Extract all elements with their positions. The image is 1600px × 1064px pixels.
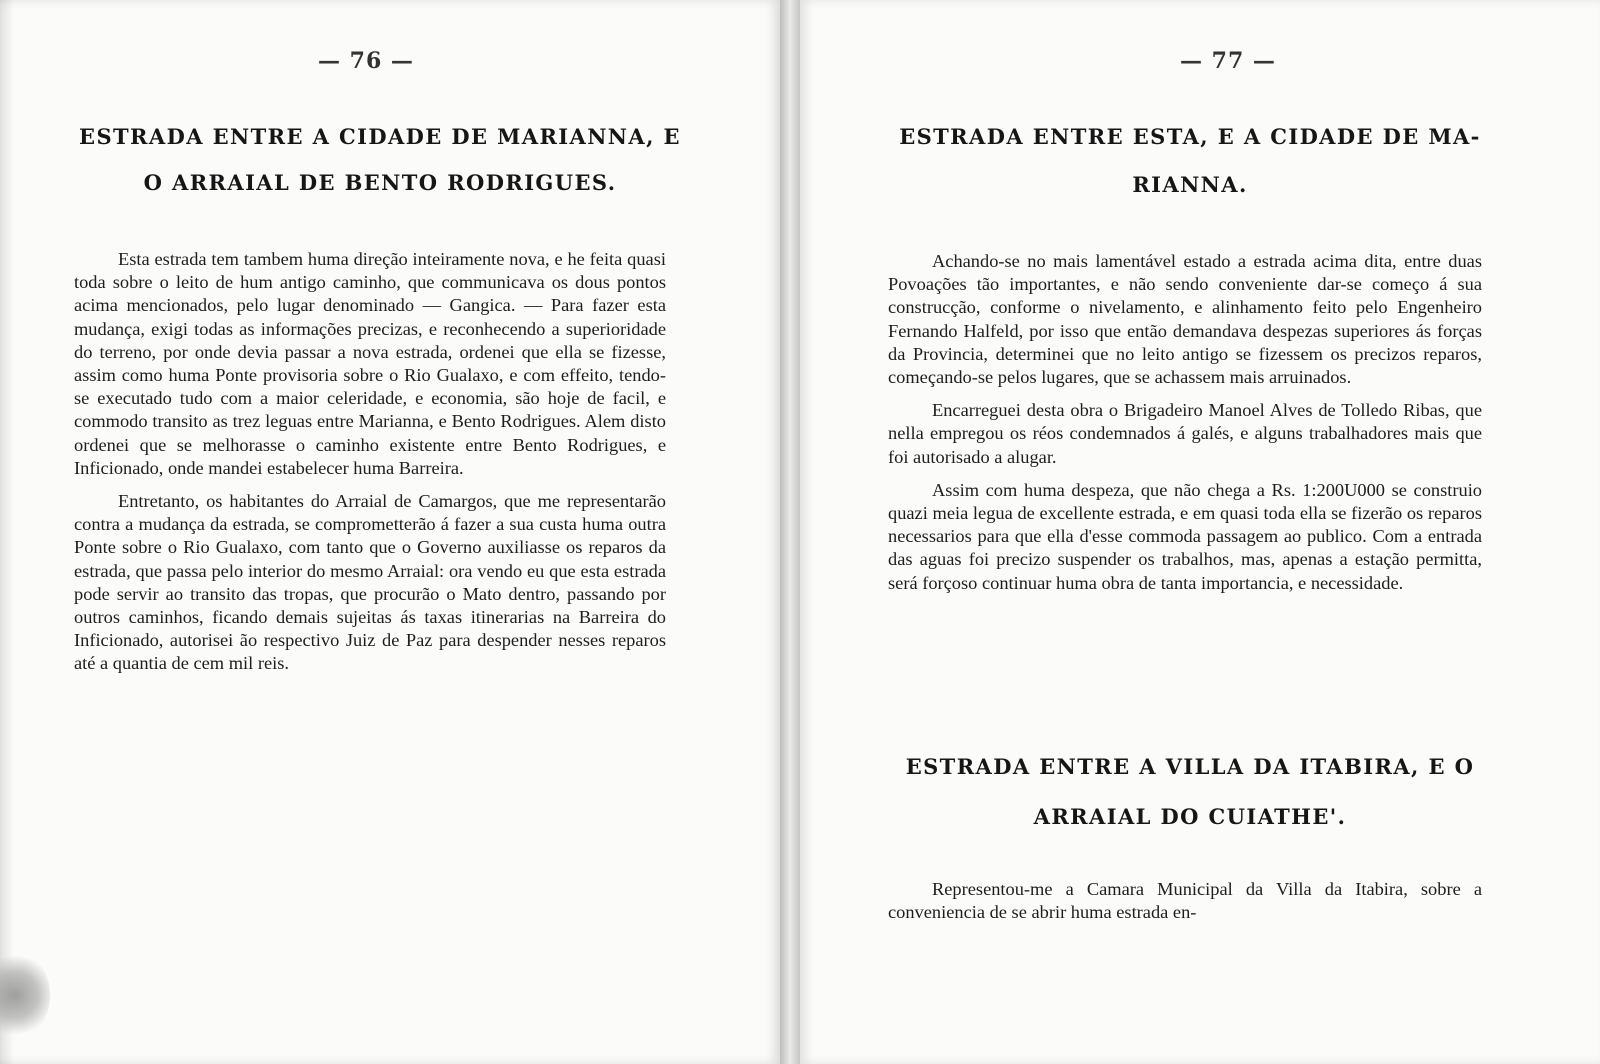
- right-paragraph-4: Representou-me a Camara Municipal da Villa da Itabira, sobre a conveniencia de se abrir huma estrada en-: [888, 879, 1482, 923]
- paper-stain: [0, 950, 50, 1040]
- left-heading-line1: ESTRADA ENTRE A CIDADE DE MARIANNA, E: [79, 124, 681, 149]
- right-heading2-line2: ARRAIAL DO CUIATHE'.: [1033, 804, 1347, 829]
- right-paragraph-1: Achando-se no mais lamentável estado a estrada acima dita, entre duas Povoações tão importantes, e não sendo conveniente dar-se começo á sua construcção, conforme o nivelamento, e alinhamento feito pelo Engenheiro Fernando Halfeld, por isso que então demandava despezas superiores ás forças da Provincia, determinei que no leito antigo se fizessem os precizos reparos, começando-se pelos lugares, que se achassem mais arruinados.: [888, 251, 1482, 388]
- right-paragraph-2: Encarreguei desta obra o Brigadeiro Manoel Alves de Tolledo Ribas, que nella empregou os réos condemnados á galés, e alguns trabalhadores mais que foi autorisado a alugar.: [888, 400, 1482, 467]
- right-body-1: [888, 250, 1482, 605]
- right-heading1-line1: ESTRADA ENTRE ESTA, E A CIDADE DE MA-: [899, 124, 1481, 149]
- left-paragraph-1: Esta estrada tem tambem huma direção inteiramente nova, e he feita quasi toda sobre o leito de hum antigo caminho, que communicava os dous pontos acima mencionados, pelo lugar denominado — Gangica. — Para fazer esta mudança, exigi todas as informações precizas, e reconhecendo a superioridade do terreno, por onde devia passar a nova estrada, ordenei que ella se fizesse, assim como huma Ponte provisoria sobre o Rio Gualaxo, e com effeito, tendo-se executado tudo com a maior celeridade, e economia, são hoje de facil, e commodo transito as trez leguas entre Marianna, e Bento Rodrigues. Alem disto ordenei que se melhorasse o caminho existente entre Bento Rodrigues, e Inficionado, onde mandei estabelecer huma Barreira.: [74, 249, 666, 478]
- right-paragraph-3: Assim com huma despeza, que não chega a Rs. 1:200U000 se construio quazi meia legua de excellente estrada, e em quasi toda ella se fizerão os reparos necessarios para que ella d'esse commoda passagem ao publico. Com a entrada das aguas foi precizo suspender os trabalhos, mas, apenas a estação permitta, será forçoso continuar huma obra de tanta importancia, e necessidade.: [888, 479, 1482, 593]
- right-page-number: — 77 —: [1180, 48, 1276, 74]
- page-edge-shadow: [0, 0, 14, 1064]
- left-heading-line2: O ARRAIAL DE BENTO RODRIGUES.: [143, 170, 617, 195]
- left-body: [74, 248, 666, 686]
- left-page-number: — 76 —: [318, 48, 414, 74]
- right-page: [800, 0, 1600, 1064]
- left-page: [0, 0, 780, 1064]
- right-body-2: [888, 878, 1482, 934]
- book-gutter: [780, 0, 800, 1064]
- right-heading2-line1: ESTRADA ENTRE A VILLA DA ITABIRA, E O: [905, 754, 1475, 779]
- right-heading1-line2: RIANNA.: [1132, 172, 1248, 197]
- left-paragraph-2: Entretanto, os habitantes do Arraial de Camargos, que me representarão contra a mudança da estrada, se comprometterão á fazer a sua custa huma outra Ponte sobre o Rio Gualaxo, com tanto que o Governo auxiliasse os reparos da estrada, que passa pelo interior do mesmo Arraial: ora vendo eu que esta estrada pode servir ao transito das tropas, que procurão o Mato dentro, passando por outros caminhos, ficando demais sujeitas ás taxas itinerarias na Barreira do Inficionado, autorisei ão respectivo Juiz de Paz para despender nesses reparos até a quantia de cem mil reis.: [74, 491, 666, 674]
